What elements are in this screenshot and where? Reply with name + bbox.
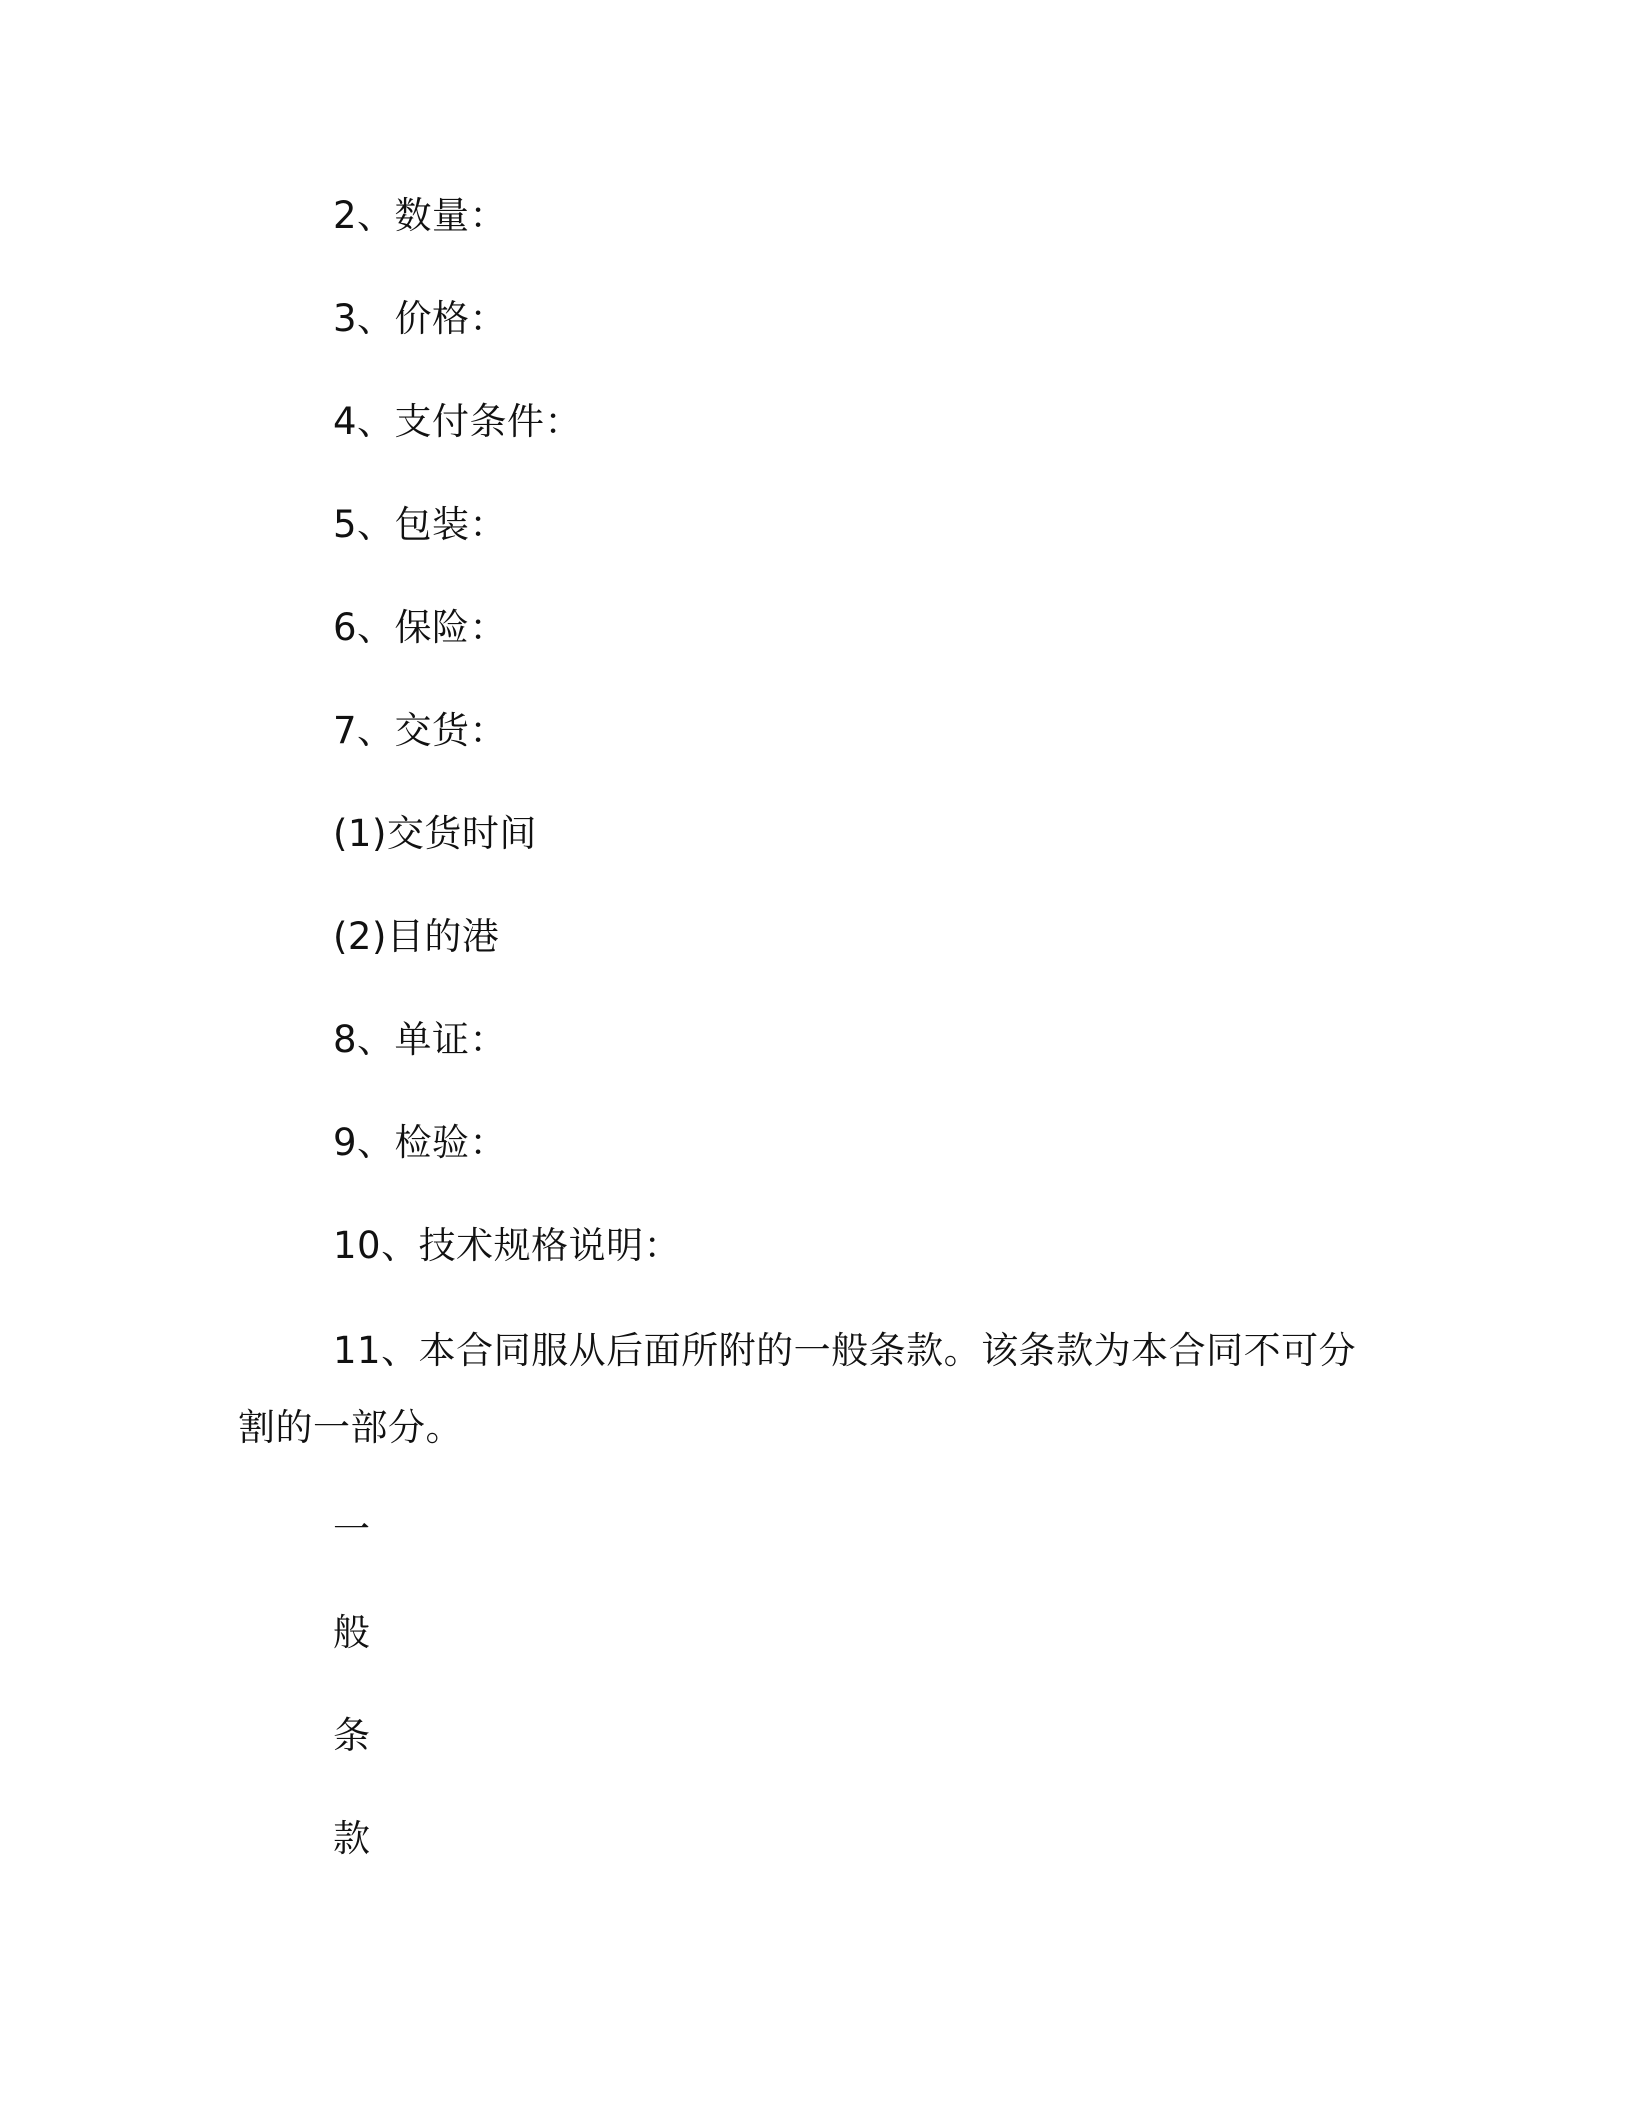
item-inspection: 9、检验： bbox=[333, 1121, 508, 1164]
item-packing: 5、包装： bbox=[333, 503, 508, 546]
heading-char-3: 条 bbox=[333, 1714, 371, 1757]
clause-11-paragraph bbox=[238, 1312, 1388, 1466]
item-destination-port: (2)目的港 bbox=[333, 915, 500, 958]
item-price: 3、价格： bbox=[333, 297, 508, 340]
item-technical-specs: 10、技术规格说明： bbox=[333, 1224, 682, 1267]
heading-char-1: 一 bbox=[333, 1508, 371, 1551]
item-documents: 8、单证： bbox=[333, 1018, 508, 1061]
item-insurance: 6、保险： bbox=[333, 606, 508, 649]
item-payment-terms: 4、支付条件： bbox=[333, 400, 583, 443]
item-quantity: 2、数量： bbox=[333, 194, 508, 237]
heading-char-4: 款 bbox=[333, 1817, 371, 1860]
heading-char-2: 般 bbox=[333, 1611, 371, 1654]
clause-11-text: 11、本合同服从后面所附的一般条款。该条款为本合同不可分割的一部分。 bbox=[238, 1329, 1357, 1449]
item-delivery: 7、交货： bbox=[333, 709, 508, 752]
item-delivery-time: (1)交货时间 bbox=[333, 812, 537, 855]
